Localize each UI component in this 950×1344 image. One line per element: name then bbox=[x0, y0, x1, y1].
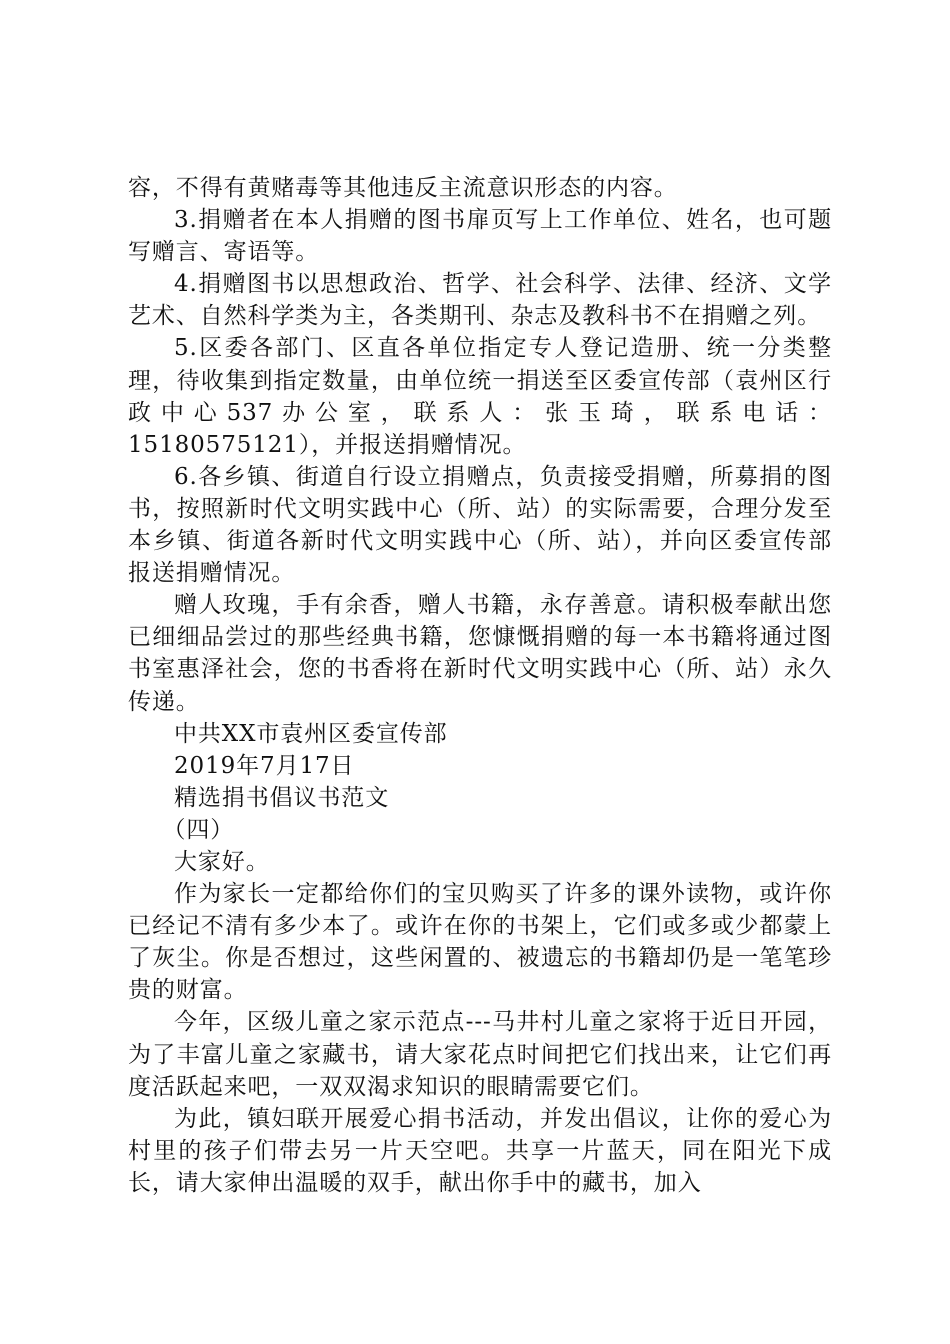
section-title: 精选捐书倡议书范文 bbox=[174, 784, 390, 811]
signature-org: 中共XX市袁州区委宣传部 bbox=[174, 720, 448, 747]
paragraph-item-6: 6.各乡镇、街道自行设立捐赠点，负责接受捐赠，所募捐的图书，按照新时代文明实践中心（所、站）的实际需要，合理分发至本乡镇、街道各新时代文明实践中心（所、站），并向区委宣传部报送捐赠情况。 bbox=[128, 463, 832, 587]
body-paragraph-2: 今年，区级儿童之家示范点---马井村儿童之家将于近日开园，为了丰富儿童之家藏书，请大家花点时间把它们找出来，让它们再度活跃起来吧，一双双渴求知识的眼睛需要它们。 bbox=[128, 1009, 832, 1100]
paragraph-item-3: 3.捐赠者在本人捐赠的图书扉页写上工作单位、姓名，也可题写赠言、寄语等。 bbox=[128, 207, 832, 266]
paragraph-continuation: 容，不得有黄赌毒等其他违反主流意识形态的内容。 bbox=[128, 175, 678, 201]
greeting: 大家好。 bbox=[174, 848, 270, 875]
section-number: （四） bbox=[162, 816, 235, 843]
body-paragraph-3: 为此，镇妇联开展爱心捐书活动，并发出倡议，让你的爱心为村里的孩子们带去另一片天空吧。共享一片蓝天，同在阳光下成长，请大家伸出温暖的双手，献出你手中的藏书，加入 bbox=[128, 1105, 832, 1196]
paragraph-item-4: 4.捐赠图书以思想政治、哲学、社会科学、法律、经济、文学艺术、自然科学类为主，各类期刊、杂志及教科书不在捐赠之列。 bbox=[128, 271, 832, 330]
paragraph-item-5: 5.区委各部门、区直各单位指定专人登记造册、统一分类整理，待收集到指定数量，由单位统一捐送至区委宣传部（袁州区行政中心537办公室，联系人：张玉琦，联系电话：15180575121），并报送捐赠情况。 bbox=[128, 335, 832, 458]
paragraph-closing-appeal: 赠人玫瑰，手有余香，赠人书籍，永存善意。请积极奉献出您已细细品尝过的那些经典书籍，您慷慨捐赠的每一本书籍将通过图书室惠泽社会，您的书香将在新时代文明实践中心（所、站）永久传递。 bbox=[128, 592, 832, 715]
body-paragraph-1: 作为家长一定都给你们的宝贝购买了许多的课外读物，或许你已经记不清有多少本了。或许在你的书架上，它们或多或少都蒙上了灰尘。你是否想过，这些闲置的、被遗忘的书籍却仍是一笔笔珍贵的财富。 bbox=[128, 881, 832, 1004]
signature-date: 2019年7月17日 bbox=[174, 752, 355, 779]
document-page bbox=[128, 172, 832, 1199]
